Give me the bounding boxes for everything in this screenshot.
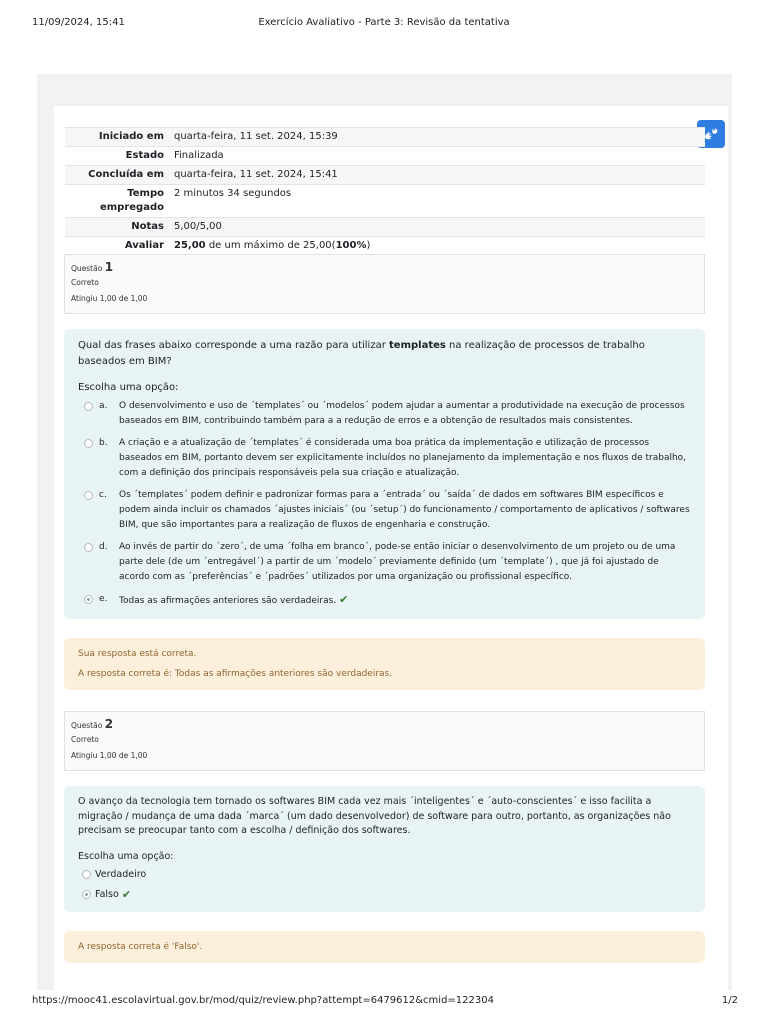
question-number-value: 2 [104, 717, 114, 731]
answer-option-a[interactable] [78, 399, 691, 429]
summary-label: Notas [131, 221, 164, 232]
option-text: Os ´templates´ podem definir e padronizar formas para a ´entrada´ ou ´saída´ de dados em softwares BIM específicos e podem ainda incluir os chamados ´ajustes iniciais´ (ou ´setup´) do funcionamento / comportamento de aplicativos / softwares BIM, que são importantes para a realização de fluxos de engenharia e construção. [119, 489, 690, 530]
grade-mid: de um máximo de 25,00( [205, 240, 336, 251]
question-2-formulation [64, 786, 705, 912]
summary-value: 2 minutos 34 segundos [174, 188, 292, 199]
print-page-number: 1/2 [721, 995, 738, 1006]
radio-button-selected[interactable] [82, 890, 91, 899]
summary-row-time [65, 185, 705, 218]
grade-end: ) [366, 240, 371, 251]
check-icon: ✔ [121, 888, 132, 901]
answer-option-false[interactable] [78, 887, 691, 902]
question-text-part: Qual das frases abaixo corresponde a uma razão para utilizar [78, 340, 390, 351]
question-2-info [64, 711, 705, 771]
option-letter: b. [99, 437, 108, 448]
question-status: Correto [71, 735, 99, 744]
question-text-bold: templates [389, 340, 446, 351]
question-1-info [64, 254, 705, 314]
summary-label-line: Tempo [127, 188, 164, 199]
summary-row-marks [65, 218, 705, 237]
radio-button[interactable] [84, 543, 93, 552]
option-text: Verdadeiro [95, 869, 147, 880]
grade-percent: 100% [335, 240, 367, 251]
summary-row-completed [65, 166, 705, 185]
summary-value: quarta-feira, 11 set. 2024, 15:41 [174, 169, 338, 180]
option-letter: d. [99, 541, 108, 552]
answer-option-e[interactable] [78, 592, 691, 609]
answer-prompt: Escolha uma opção: [78, 382, 179, 393]
summary-row-grade [65, 237, 705, 256]
grade-score: 25,00 [174, 240, 206, 251]
radio-button-selected[interactable] [84, 595, 93, 604]
summary-row-started [65, 128, 705, 147]
summary-label: Avaliar [124, 240, 164, 251]
summary-label-line: empregado [99, 202, 164, 213]
summary-label [65, 185, 170, 218]
answer-prompt: Escolha uma opção: [78, 850, 174, 862]
question-mark: Atingiu 1,00 de 1,00 [71, 751, 148, 760]
summary-row-state [65, 147, 705, 166]
question-label: Questão [71, 264, 103, 273]
feedback-right-answer: A resposta correta é: Todas as afirmações anteriores são verdadeiras. [78, 669, 393, 679]
question-number [71, 261, 698, 275]
answer-option-b[interactable] [78, 436, 691, 481]
print-url: https://mooc41.escolavirtual.gov.br/mod/quiz/review.php?attempt=6479612&cmid=122304 [32, 995, 494, 1006]
question-text [78, 338, 691, 369]
question-text: O avanço da tecnologia tem tornado os softwares BIM cada vez mais ´inteligentes´ e ´auto-conscientes´ e isso facilita a migração / mudança de uma dada ´marca´ (um dado desenvolvedor) de software para outro, portanto, as organizações não precisam se preocupar tanto com a escolha / definição dos softwares. [78, 796, 671, 836]
print-datetime: 11/09/2024, 15:41 [32, 17, 125, 28]
check-icon: ✔ [339, 592, 349, 606]
option-text: Falso [95, 889, 119, 900]
summary-value: 5,00/5,00 [174, 221, 222, 232]
question-text-part: na realização de processos de trabalho baseados em BIM? [78, 340, 645, 367]
print-footer [0, 995, 768, 1009]
option-text [119, 592, 691, 609]
print-title: Exercício Avaliativo - Parte 3: Revisão da tentativa [258, 17, 510, 28]
summary-label: Iniciado em [98, 131, 164, 142]
question-1-feedback [64, 638, 705, 690]
print-header [0, 17, 768, 31]
answer-option-c[interactable] [78, 488, 691, 533]
radio-button[interactable] [84, 402, 93, 411]
radio-button[interactable] [82, 870, 91, 879]
feedback-result: Sua resposta está correta. [78, 649, 197, 659]
question-number [71, 718, 698, 732]
question-number-value: 1 [104, 260, 114, 274]
answer-option-d[interactable] [78, 540, 691, 585]
radio-button[interactable] [84, 439, 93, 448]
question-label: Questão [71, 721, 103, 730]
summary-value: quarta-feira, 11 set. 2024, 15:39 [174, 131, 338, 142]
question-status: Correto [71, 278, 99, 287]
answer-option-true[interactable] [78, 867, 691, 882]
question-1-formulation [64, 329, 705, 619]
summary-value [170, 237, 705, 256]
option-text: Ao invés de partir do ´zero´, de uma ´folha em branco´, pode-se então iniciar o desenvolvimento de um projeto ou de uma parte dele (de um ´entregável´) a partir de um ´modelo´ previamente definido (um ´template´) , que já foi ajustado de acordo com as ´preferências´ e ´padrões´ utilizados por uma organização ou profissional específico. [119, 541, 676, 582]
summary-label: Estado [125, 150, 164, 161]
option-letter: e. [99, 593, 108, 604]
option-letter: a. [99, 400, 108, 411]
option-text: O desenvolvimento e uso de ´templates´ ou ´modelos´ podem ajudar a aumentar a produtividade na execução de processos baseados em BIM, contribuindo também para a a redução de erros e a obtenção de resultados mais consistentes. [119, 400, 685, 426]
question-mark: Atingiu 1,00 de 1,00 [71, 294, 148, 303]
option-text-content: Todas as afirmações anteriores são verdadeiras. [119, 595, 337, 606]
summary-label: Concluída em [88, 169, 164, 180]
option-text: A criação e a atualização de ´templates´ é considerada uma boa prática da implementação e utilização de processos baseados em BIM, portanto devem ser explicitamente incluídos no planejamento da implementação e nos fluxos de trabalho, com a definição dos principais responsáveis pela sua criação e atualização. [119, 437, 687, 478]
feedback-right-answer: A resposta correta é 'Falso'. [78, 942, 203, 952]
summary-value: Finalizada [174, 150, 224, 161]
question-2-feedback [64, 931, 705, 963]
radio-button[interactable] [84, 491, 93, 500]
attempt-summary-table [65, 127, 705, 256]
option-letter: c. [99, 489, 107, 500]
